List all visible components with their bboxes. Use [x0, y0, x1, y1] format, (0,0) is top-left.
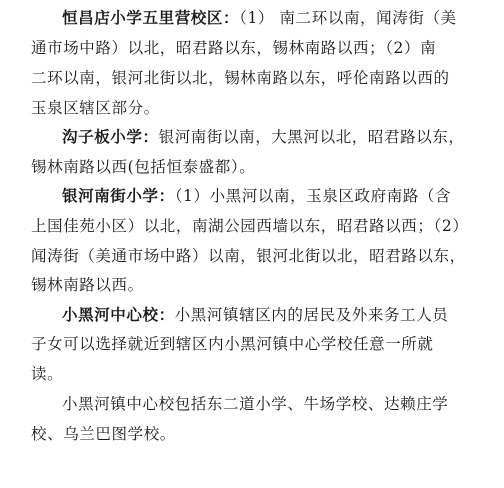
- paragraph-3-title: 银河南街小学：: [62, 186, 175, 205]
- paragraph-4-line-3: 读。: [31, 365, 64, 383]
- paragraph-2-line-1: 银河南街以南，大黑河以北，昭君路以东，: [158, 128, 465, 146]
- paragraph-1-title: 恒昌店小学五里营校区：: [62, 8, 240, 27]
- paragraph-1-line-2: 通市场中路）以北，昭君路以东，锡林南路以西；（2）南: [31, 39, 437, 57]
- paragraph-3-line-1: （1）小黑河以南，玉泉区政府南路（含: [174, 187, 452, 205]
- paragraph-5-line-2: 校、乌兰巴图学校。: [31, 425, 176, 443]
- paragraph-5-line-1: 小黑河镇中心校包括东二道小学、牛场学校、达赖庄学: [62, 395, 449, 413]
- paragraph-2-first-line: [62, 127, 504, 147]
- paragraph-2-title: 沟子板小学：: [62, 127, 159, 146]
- paragraph-4-line-2: 子女可以选择就近到辖区内小黑河镇中心学校任意一所就: [31, 335, 434, 353]
- paragraph-4-line-1: 小黑河镇辖区内的居民及外来务工人员: [174, 306, 449, 324]
- paragraph-4-first-line: [62, 305, 504, 325]
- paragraph-1-line-1: （1） 南二环以南，闻涛街（美: [239, 9, 457, 27]
- paragraph-1-first-line: [62, 8, 504, 28]
- paragraph-1-line-3: 二环以南，银河北街以北，锡林南路以东，呼伦南路以西的: [31, 69, 450, 87]
- paragraph-1-line-4: 玉泉区辖区部分。: [31, 99, 160, 117]
- paragraph-3-line-3: 闻涛街（美通市场中路）以南，银河北街以北，昭君路以东，: [31, 247, 466, 265]
- paragraph-2-line-2: 锡林南路以西(包括恒泰盛都）。: [31, 158, 256, 176]
- paragraph-3-first-line: [62, 186, 504, 206]
- paragraph-4-title: 小黑河中心校：: [62, 305, 175, 324]
- paragraph-3-line-2: 上国佳苑小区）以北，南湖公园西墙以东，昭君路以西；（2）: [31, 217, 469, 235]
- paragraph-3-line-4: 锡林南路以西。: [31, 276, 144, 294]
